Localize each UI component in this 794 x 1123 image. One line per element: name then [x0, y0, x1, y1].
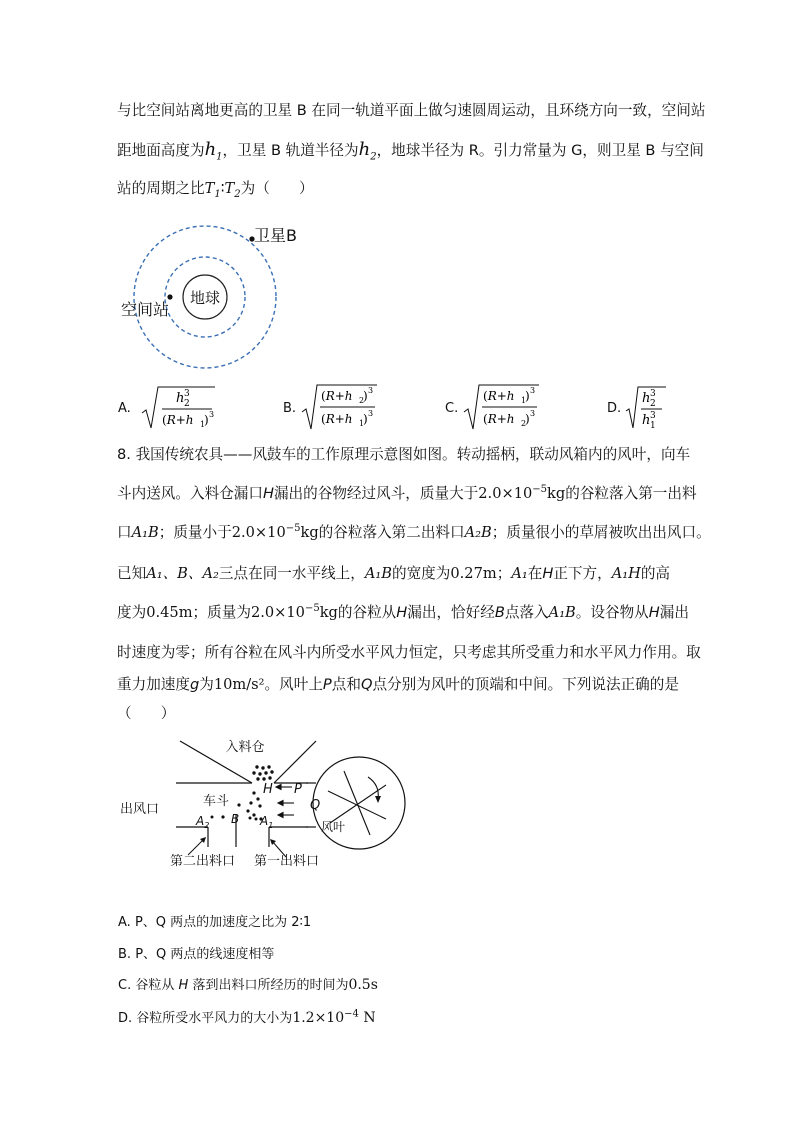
q7-text-line-3	[117, 179, 314, 199]
h1-symbol: $h_1$	[204, 139, 223, 163]
q7-text-line-2	[117, 140, 704, 161]
svg-text:3: 3	[650, 389, 656, 399]
svg-text:3: 3	[184, 389, 190, 399]
satellite-b-label: 卫星B	[254, 226, 297, 245]
svg-text:2: 2	[521, 419, 527, 428]
q8-text-line-5: 度为0.45m；质量为$2.0\times 10^{-5}kg$的谷粒从H漏出，恰好经B点落入A₁B。设谷物从H漏出	[117, 603, 689, 621]
svg-text:): )	[525, 389, 530, 403]
q8-text-line-3: 口A₁B；质量小于$2.0\times 10^{-5}kg$的谷粒落入第二出料口A₂B；质量很小的草屑被吹出出风口。	[117, 523, 711, 541]
second-exit-label: 第二出料口	[170, 854, 236, 869]
point-a1-label: $A_1$	[260, 814, 274, 830]
q8-text-line-8: （ ）	[117, 705, 176, 722]
q8-text-line-4: 已知A₁、B、A₂三点在同一水平线上，A₁B的宽度为0.27m；A₁在H正下方，A₁H的高	[117, 565, 671, 582]
svg-text:3: 3	[368, 409, 374, 418]
q7-option-d-formula	[624, 383, 668, 433]
mass-value: $2.0\times 10^{-5}kg$	[250, 603, 338, 621]
svg-text:h: h	[642, 391, 651, 406]
air-outlet-label: 出风口	[120, 802, 160, 817]
q8-text-line-7: 重力加速度g为10m/s²。风叶上P点和Q点分别为风叶的顶端和中间。下列说法正确的是	[117, 676, 679, 693]
svg-text:2: 2	[359, 396, 365, 405]
period-ratio: $T_1∶T_2$	[204, 180, 241, 200]
q8-option-c[interactable]: C. 谷粒从 H 落到出料口所经历的时间为0.5s	[118, 977, 378, 993]
q7-line2-mid: ，卫星 B 轨道半径为	[222, 142, 359, 159]
q7-text-line-1: 与比空间站离地更高的卫星 B 在同一轨道平面上做匀速圆周运动，且环绕方向一致，空间站	[117, 102, 706, 119]
hopper-label: 入料仓	[225, 740, 265, 755]
svg-text:1: 1	[200, 420, 206, 429]
svg-text:): )	[525, 412, 530, 426]
point-q-label: Q	[310, 798, 321, 813]
svg-text:3: 3	[368, 386, 374, 395]
svg-text:(R+h: (R+h	[483, 412, 515, 426]
blade-label: 风叶	[321, 820, 346, 834]
q7-option-b-letter[interactable]: B.	[283, 401, 297, 416]
svg-text:(R+h: (R+h	[321, 412, 353, 426]
point-b-label: B	[231, 812, 240, 826]
svg-text:1: 1	[521, 396, 527, 405]
svg-text:3: 3	[530, 409, 536, 418]
svg-text:): )	[363, 389, 368, 403]
hopper-grains	[252, 765, 273, 780]
svg-text:h: h	[642, 413, 651, 428]
q8-option-a[interactable]: A. P、Q 两点的加速度之比为 2∶1	[118, 915, 312, 930]
q8-text-line-1: 8. 我国传统农具——风鼓车的工作原理示意图如图。转动摇柄，联动风箱内的风叶，向车	[117, 446, 691, 463]
q7-option-a-letter[interactable]: A.	[118, 401, 131, 416]
q8-text-line-6: 时速度为零；所有谷粒在风斗内所受水平风力恒定，只考虑其所受重力和水平风力作用。取	[117, 644, 701, 661]
h2-symbol: $h_2$	[358, 139, 377, 163]
bucket-label: 车斗	[203, 794, 230, 809]
svg-text:3: 3	[650, 411, 656, 421]
svg-text:3: 3	[530, 386, 536, 395]
q8-option-d[interactable]: D. 谷粒所受水平风力的大小为$1.2\times 10^{-4}$ N	[118, 1008, 376, 1026]
point-p-label: P	[294, 782, 302, 797]
q7-option-c-formula	[462, 382, 542, 434]
svg-text:): )	[363, 412, 368, 426]
svg-text:(R+h: (R+h	[321, 389, 353, 403]
mass-threshold-1: $2.0\times 10^{-5}kg$	[478, 484, 566, 502]
q8-option-b[interactable]: B. P、Q 两点的线速度相等	[118, 947, 275, 962]
q7-option-d-letter[interactable]: D.	[607, 401, 622, 416]
svg-text:2: 2	[184, 399, 190, 409]
svg-text:(R+h: (R+h	[162, 413, 194, 427]
svg-text:1: 1	[359, 419, 365, 428]
winnowing-machine-diagram	[118, 735, 418, 870]
point-a2-label: $A_2$	[196, 814, 210, 830]
q8-text-line-2: 斗内送风。入料仓漏口H漏出的谷物经过风斗，质量大于$2.0\times 10^{-5}kg$的谷粒落入第一出料	[117, 484, 697, 502]
svg-text:(R+h: (R+h	[483, 389, 515, 403]
space-station-label: 空间站	[121, 300, 170, 319]
q7-line3-pre: 站的周期之比	[117, 180, 205, 197]
svg-text:h: h	[176, 391, 185, 406]
q7-line3-post: 为（ ）	[240, 180, 314, 197]
space-station-dot	[167, 294, 172, 299]
q7-option-a-formula	[140, 383, 220, 433]
earth-label: 地球	[189, 289, 221, 307]
mass-threshold-2: $2.0\times 10^{-5}kg$	[231, 523, 319, 541]
svg-text:1: 1	[650, 421, 656, 431]
wind-arrows	[276, 785, 294, 818]
q7-option-b-formula	[300, 382, 380, 434]
svg-text:2: 2	[650, 399, 656, 409]
orbit-diagram	[118, 218, 318, 373]
q7-option-c-letter[interactable]: C.	[445, 401, 459, 416]
q7-line2-post: ，地球半径为 R。引力常量为 G，则卫星 B 与空间	[376, 142, 704, 159]
svg-text:3: 3	[209, 410, 215, 419]
point-h-label: H	[263, 782, 273, 797]
first-exit-label: 第一出料口	[254, 854, 320, 869]
q7-line2-pre: 距地面高度为	[117, 142, 205, 159]
svg-text:): )	[204, 413, 209, 427]
